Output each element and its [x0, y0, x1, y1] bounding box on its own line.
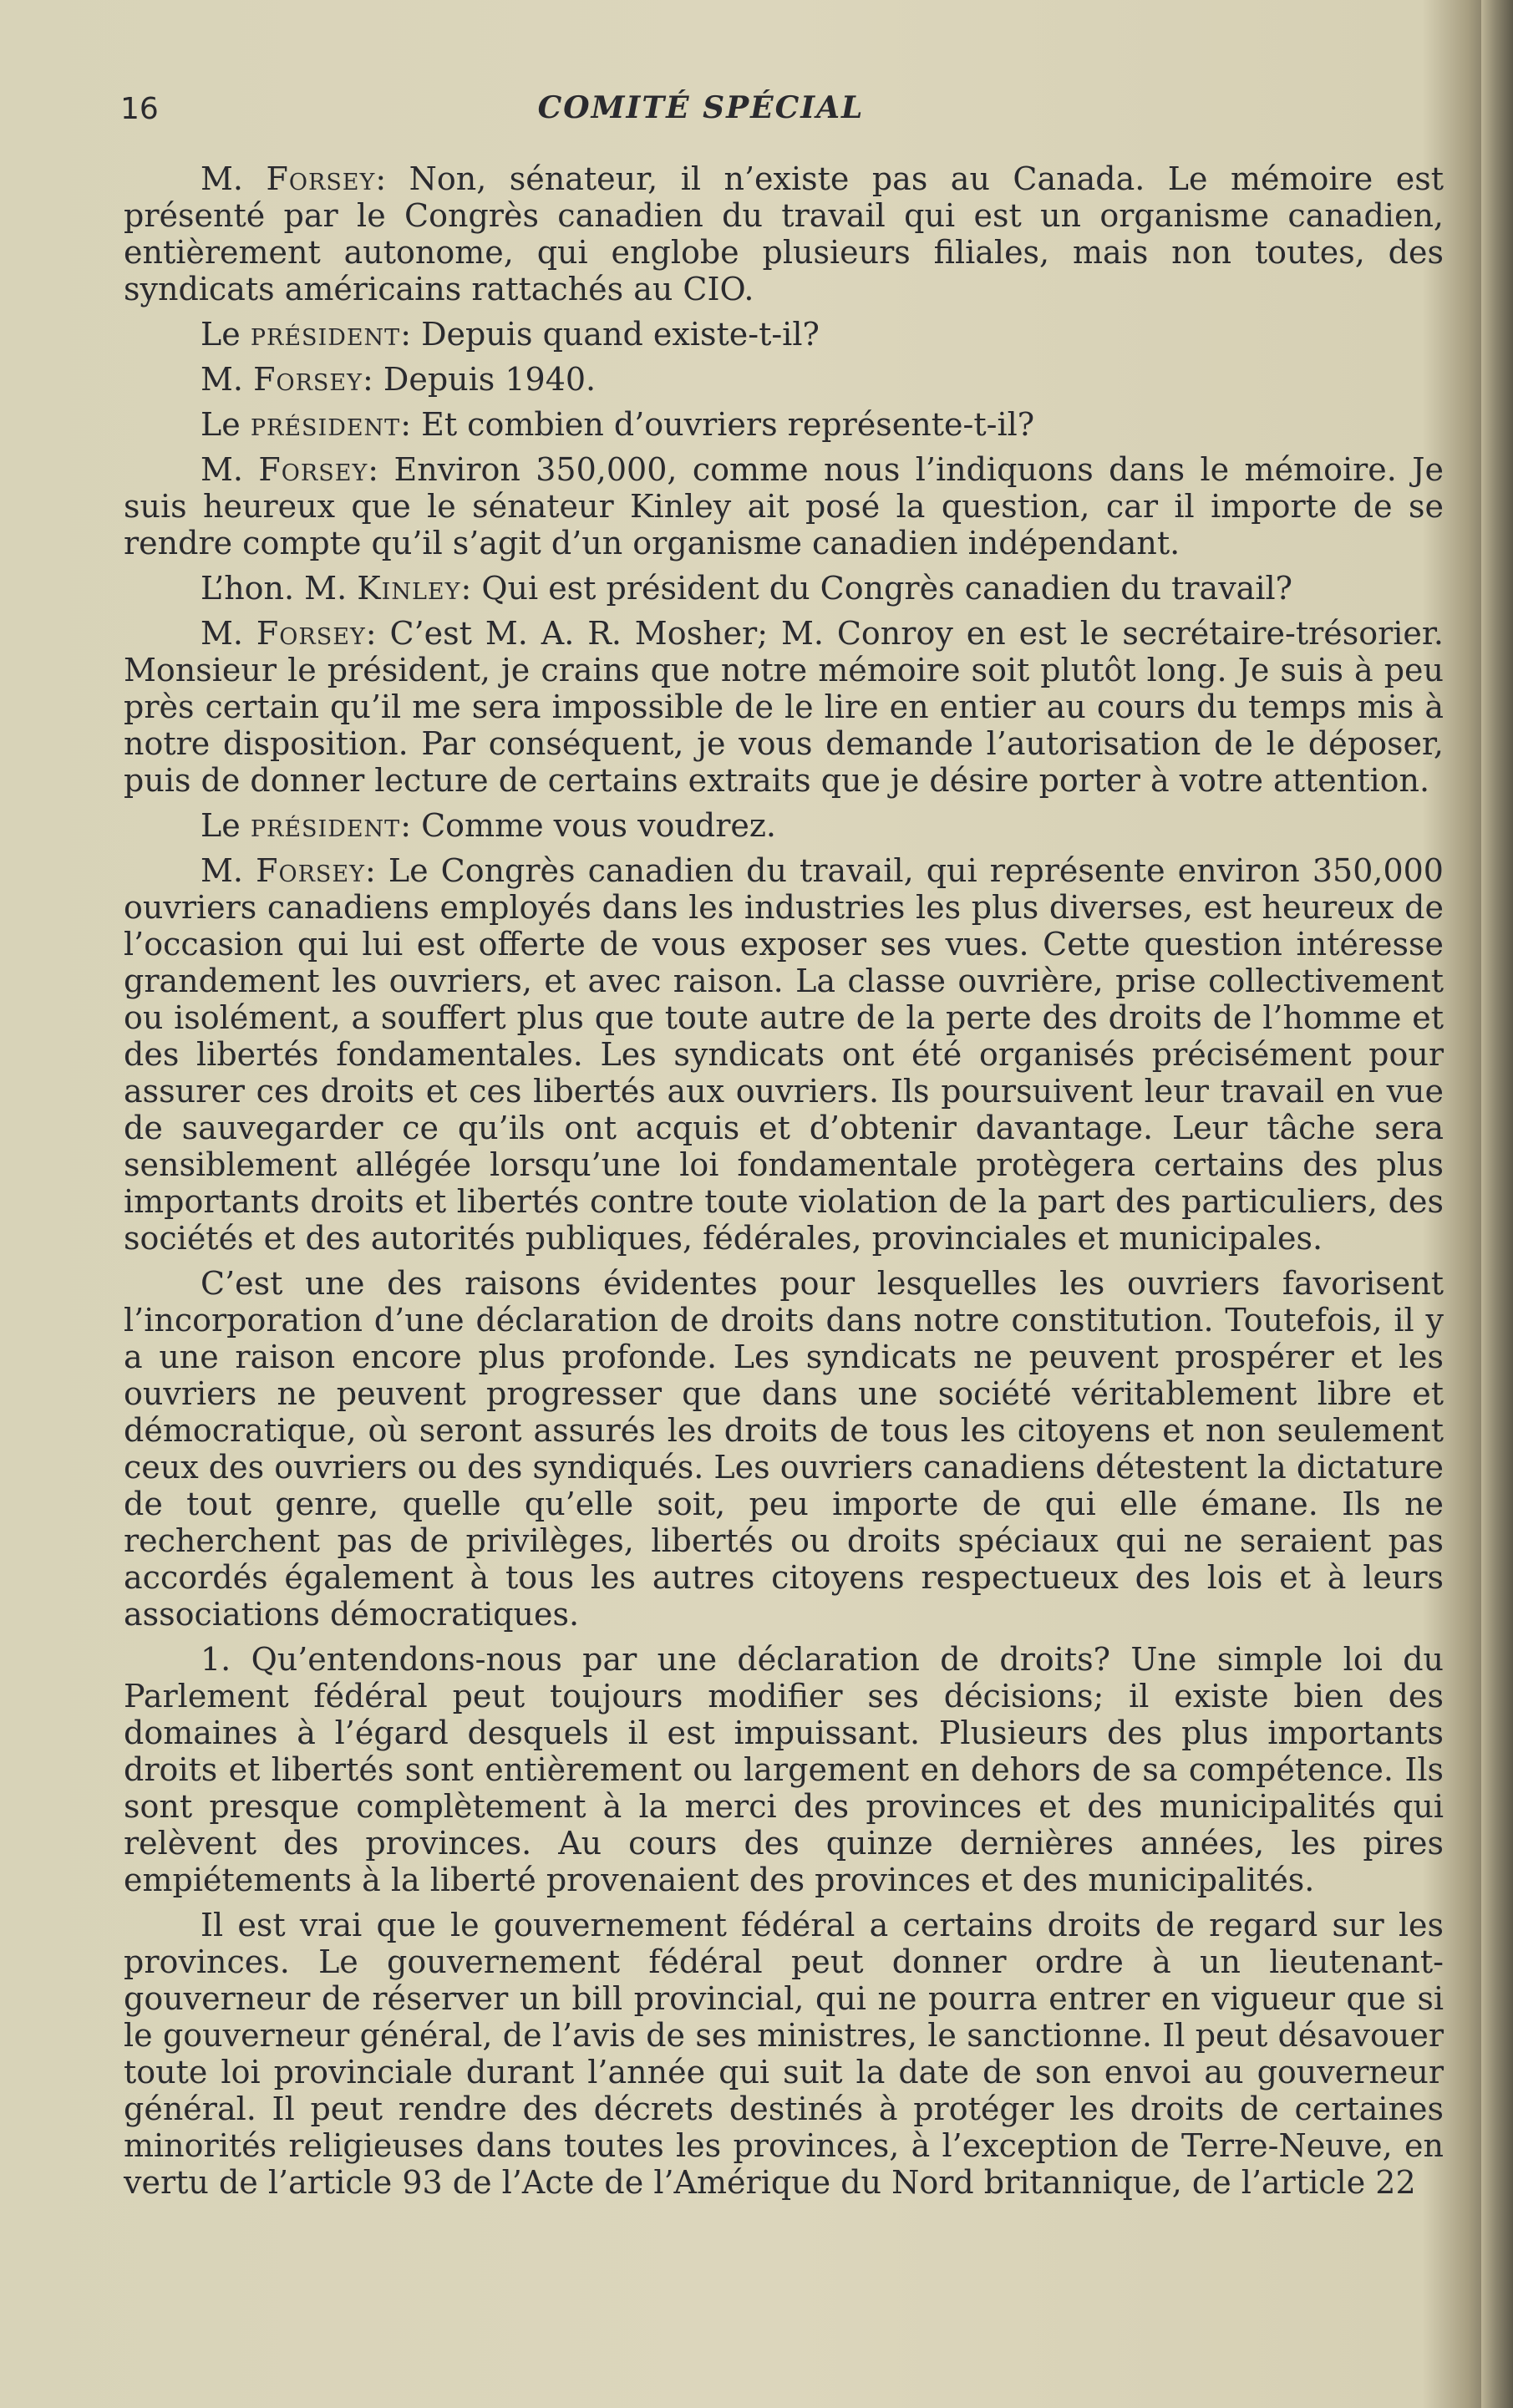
- paragraph: L’hon. M. Kinley: Qui est président du Congrès canadien du travail?: [201, 570, 1293, 607]
- speaker-prefix: M.: [201, 361, 243, 398]
- speaker-name: président: [250, 406, 401, 443]
- paragraph: M. Forsey: C’est M. A. R. Mosher; M. Conroy en est le secrétaire-trésorier. Monsieur le président, je crains que notre mémoire soit plutôt long. Je suis à peu près certain qu’il me sera impossible de le lire en entier au cours du temps mis à notre disposition. Par conséquent, je vous demande l’autorisation de le déposer, puis de donner lecture de certains extraits que je désire porter à votre attention.: [124, 615, 1444, 799]
- page-edge-shadow: [1481, 0, 1513, 2408]
- paragraph: [124, 1265, 1444, 1633]
- speaker-name: président: [250, 316, 401, 353]
- paragraph-text: Depuis 1940.: [383, 361, 597, 398]
- speaker-prefix: Le: [201, 316, 241, 353]
- speaker-name: Kinley: [357, 570, 461, 607]
- speaker-prefix: L’hon. M.: [201, 570, 348, 607]
- speaker-prefix: Le: [201, 807, 241, 844]
- paragraph-text: C’est une des raisons évidentes pour lesquelles les ouvriers favorisent l’incorporation d’une déclaration de droits dans notre constitution. Toutefois, il y a une raison encore plus profonde. Les syndicats ne peuvent prospérer et les ouvriers ne peuvent progresser que dans une société véritablement libre et démocratique, où seront assurés les droits de tous les citoyens et non seulement ceux des ouvriers ou des syndiqués. Les ouvriers canadiens détestent la dictature de tout genre, quelle qu’elle soit, peu importe de qui elle émane. Ils ne recherchent pas de privilèges, libertés ou droits spéciaux qui ne seraient pas accordés également à tous les autres citoyens respectueux des lois et à leurs associations démocratiques.: [124, 1265, 1444, 1633]
- paragraph-text: Depuis quand existe-t-il?: [421, 316, 820, 353]
- paragraph: [124, 1907, 1444, 2201]
- paragraph: Le président: Et combien d’ouvriers représente-t-il?: [201, 406, 1035, 443]
- speaker-prefix: Le: [201, 406, 241, 443]
- speaker-name: Forsey: [256, 615, 366, 652]
- speaker-name: Forsey: [256, 852, 365, 889]
- speaker-name: Forsey: [258, 451, 368, 488]
- body-text: [124, 160, 1444, 2209]
- speaker-name: président: [250, 807, 401, 844]
- paragraph-text: Environ 350,000, comme nous l’indiquons dans le mémoire. Je suis heureux que le sénateur Kinley ait posé la question, car il importe de se rendre compte qu’il s’agit d’un organisme canadien indépendant.: [124, 451, 1444, 561]
- paragraph-text: Et combien d’ouvriers représente-t-il?: [421, 406, 1035, 443]
- paragraph: M. Forsey: Le Congrès canadien du travail, qui représente environ 350,000 ouvriers canadiens employés dans les industries les plus diverses, est heureux de l’occasion qui lui est offerte de vous exposer ses vues. Cette question intéresse grandement les ouvriers, et avec raison. La classe ouvrière, prise collectivement ou isolément, a souffert plus que toute autre de la perte des droits de l’homme et des libertés fondamentales. Les syndicats ont été organisés précisément pour assurer ces droits et ces libertés aux ouvriers. Ils poursuivent leur travail en vue de sauvegarder ce qu’ils ont acquis et d’obtenir davantage. Leur tâche sera sensiblement allégée lorsqu’une loi fondamentale protègera certains des plus importants droits et libertés contre toute violation de la part des particuliers, des sociétés et des autorités publiques, fédérales, provinciales et municipales.: [124, 852, 1444, 1257]
- page-header: [120, 87, 1440, 137]
- paragraph: Le président: Depuis quand existe-t-il?: [201, 316, 820, 353]
- speaker-name: Forsey: [266, 160, 376, 197]
- speaker-prefix: M.: [201, 852, 243, 889]
- speaker-prefix: M.: [201, 615, 243, 652]
- running-head: COMITÉ SPÉCIAL: [537, 90, 865, 125]
- paragraph-text: Comme vous voudrez.: [421, 807, 776, 844]
- paragraph-text: Il est vrai que le gouvernement fédéral a certains droits de regard sur les provinces. Le gouvernement fédéral peut donner ordre à un lieutenant-gouverneur de réserver un bill provincial, qui ne pourra entrer en vigueur que si le gouverneur général, de l’avis de ses ministres, le sanctionne. Il peut désavouer toute loi provinciale durant l’année qui suit la date de son envoi au gouverneur général. Il peut rendre des décrets destinés à protéger les droits de certaines minorités religieuses dans toutes les provinces, à l’exception de Terre-Neuve, en vertu de l’article 93 de l’Acte de l’Amérique du Nord britannique, de l’article 22: [124, 1907, 1444, 2201]
- paragraph: Le président: Comme vous voudrez.: [201, 807, 776, 844]
- paragraph: [124, 1641, 1444, 1898]
- speaker-name: Forsey: [253, 361, 363, 398]
- paragraph-text: Le Congrès canadien du travail, qui représente environ 350,000 ouvriers canadiens employés dans les industries les plus diverses, est heureux de l’occasion qui lui est offerte de vous exposer ses vues. Cette question intéresse grandement les ouvriers, et avec raison. La classe ouvrière, prise collectivement ou isolément, a souffert plus que toute autre de la perte des droits de l’homme et des libertés fondamentales. Les syndicats ont été organisés précisément pour assurer ces droits et ces libertés aux ouvriers. Ils poursuivent leur travail en vue de sauvegarder ce qu’ils ont acquis et d’obtenir davantage. Leur tâche sera sensiblement allégée lorsqu’une loi fondamentale protègera certains des plus importants droits et libertés contre toute violation de la part des particuliers, des sociétés et des autorités publiques, fédérales, provinciales et municipales.: [124, 852, 1444, 1257]
- paragraph-text: Qui est président du Congrès canadien du travail?: [481, 570, 1293, 607]
- paragraph: M. Forsey: Environ 350,000, comme nous l’indiquons dans le mémoire. Je suis heureux que le sénateur Kinley ait posé la question, car il importe de se rendre compte qu’il s’agit d’un organisme canadien indépendant.: [124, 451, 1444, 561]
- paragraph-text: C’est M. A. R. Mosher; M. Conroy en est le secrétaire-trésorier. Monsieur le président, je crains que notre mémoire soit plutôt long. Je suis à peu près certain qu’il me sera impossible de le lire en entier au cours du temps mis à notre disposition. Par conséquent, je vous demande l’autorisation de le déposer, puis de donner lecture de certains extraits que je désire porter à votre attention.: [124, 615, 1444, 799]
- paragraph: M. Forsey: Depuis 1940.: [201, 361, 597, 398]
- paragraph-text: 1. Qu’entendons-nous par une déclaration de droits? Une simple loi du Parlement fédéral peut toujours modifier ses décisions; il existe bien des domaines à l’égard desquels il est impuissant. Plusieurs des plus importants droits et libertés sont entièrement ou largement en dehors de sa compétence. Ils sont presque complètement à la merci des provinces et des municipalités qui relèvent des provinces. Au cours des quinze dernières années, les pires empiétements à la liberté provenaient des provinces et des municipalités.: [124, 1641, 1444, 1898]
- speaker-prefix: M.: [201, 160, 243, 197]
- paragraph: M. Forsey: Non, sénateur, il n’existe pas au Canada. Le mémoire est présenté par le Congrès canadien du travail qui est un organisme canadien, entièrement autonome, qui englobe plusieurs filiales, mais non toutes, des syndicats américains rattachés au CIO.: [124, 160, 1444, 307]
- page-number: 16: [120, 92, 159, 126]
- speaker-prefix: M.: [201, 451, 243, 488]
- paragraph-text: Non, sénateur, il n’existe pas au Canada. Le mémoire est présenté par le Congrès canadien du travail qui est un organisme canadien, entièrement autonome, qui englobe plusieurs filiales, mais non toutes, des syndicats américains rattachés au CIO.: [124, 160, 1444, 307]
